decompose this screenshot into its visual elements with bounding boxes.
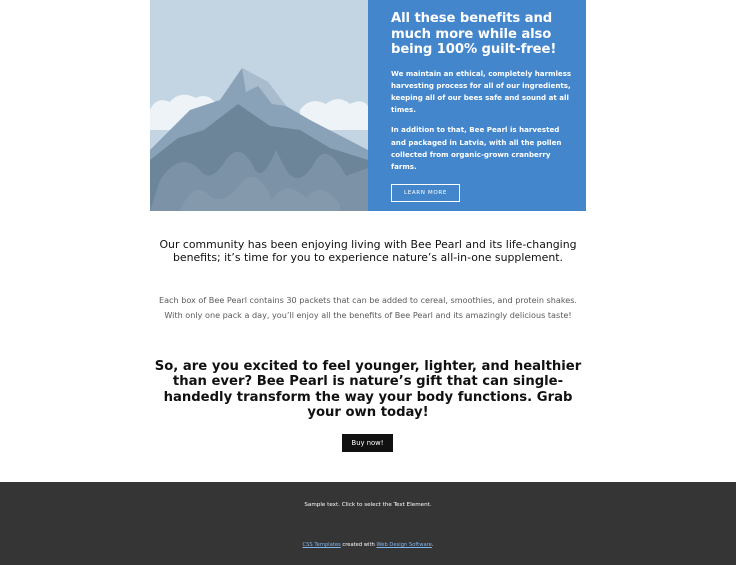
css-templates-link[interactable]: CSS Templates xyxy=(302,542,341,548)
feature-section xyxy=(150,0,586,211)
feature-paragraph-origin: In addition to that, Bee Pearl is harvested and packaged in Latvia, with all the pollen collected from organic-grown cranberry farms. xyxy=(391,125,562,171)
page-footer xyxy=(0,482,736,565)
feature-panel xyxy=(368,0,586,211)
call-to-action-heading: So, are you excited to feel younger, lighter, and healthier than ever? Bee Pearl is nature’s gift that can single-handedly transform the way your body functions. Grab your own today! xyxy=(154,359,582,421)
footer-created-with: created with xyxy=(340,542,377,548)
web-design-software-link[interactable]: Web Design Software xyxy=(376,542,432,548)
footer-sample-text[interactable]: Sample text. Click to select the Text Element. xyxy=(304,502,432,508)
footer-credits xyxy=(0,542,736,548)
community-intro-text: Our community has been enjoying living with Bee Pearl and its life-changing benefits; it’s time for you to experience nature’s all-in-one supplement. xyxy=(159,238,577,264)
learn-more-button[interactable]: LEARN MORE xyxy=(391,184,460,202)
feature-paragraph-ethics: We maintain an ethical, completely harmless harvesting process for all of our ingredients, keeping all of our bees safe and sound at all times. xyxy=(391,68,572,115)
buy-now-button[interactable]: Buy now! xyxy=(342,434,393,452)
feature-heading: All these benefits and much more while also being 100% guilt-free! xyxy=(391,11,557,57)
footer-period: . xyxy=(431,542,434,548)
product-description-text: Each box of Bee Pearl contains 30 packets that can be added to cereal, smoothies, and protein shakes. With only one pack a day, you’ll enjoy all the benefits of Bee Pearl and its amazingly delicious taste! xyxy=(158,295,578,320)
mountain-illustration-icon xyxy=(150,0,368,211)
mountain-image xyxy=(150,0,368,211)
